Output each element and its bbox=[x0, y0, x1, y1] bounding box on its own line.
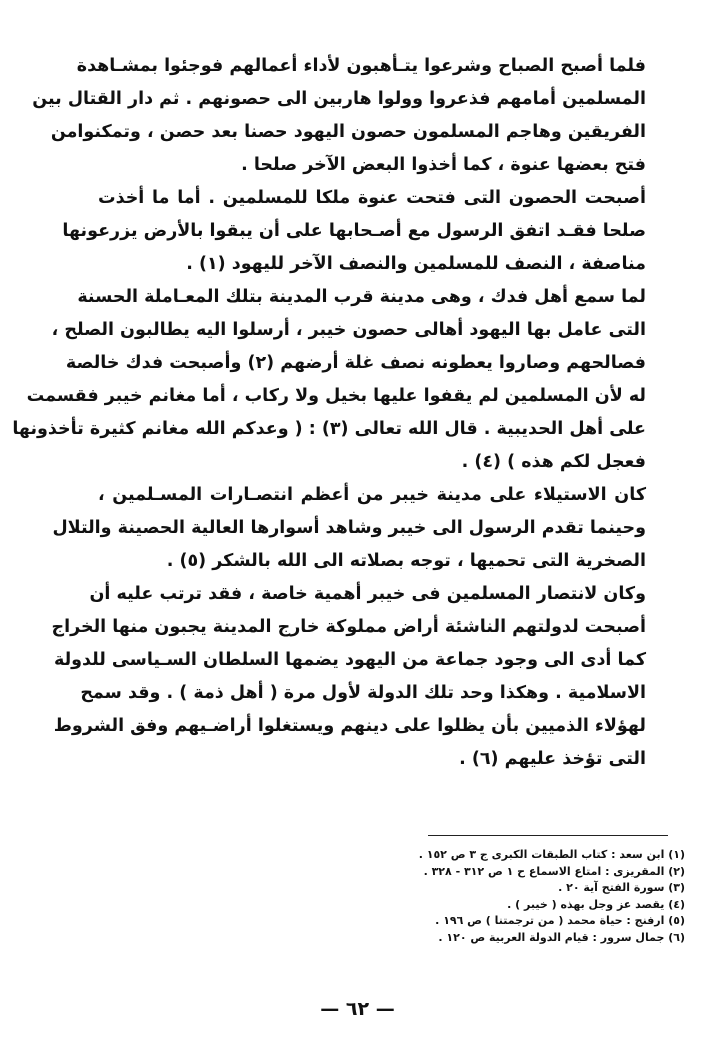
text-line: صلحا فقـد اتفق الرسول مع أصـحابها على أن يبقوا بالأرض يزرعونها bbox=[62, 221, 646, 241]
page-number: — ٦٢ — bbox=[320, 998, 395, 1020]
text-line: أصبحت الحصون التى فتحت عنوة ملكا للمسلمين . أما ما أخذت bbox=[98, 188, 646, 208]
text-line: أصبحت لدولتهم الناشئة أراض مملوكة خارج المدينة يجبون منها الخراج bbox=[51, 617, 646, 637]
text-line: مناصفة ، النصف للمسلمين والنصف الآخر لليهود (١) . bbox=[186, 254, 646, 274]
footnote: (٦) جمال سرور : قيام الدولة العربية ص ١٢٠ . bbox=[438, 930, 685, 944]
text-line: الصخرية التى تحميها ، توجه بصلاته الى الله بالشكر (٥) . bbox=[166, 551, 646, 571]
paragraph bbox=[62, 182, 646, 281]
text-line: لما سمع أهل فدك ، وهى مدينة قرب المدينة بتلك المعـاملة الحسنة bbox=[77, 287, 646, 307]
text-line: له لأن المسلمين لم يقفوا عليها بخيل ولا ركاب ، أما مغانم خيبر فقسمت bbox=[26, 386, 646, 406]
paragraph bbox=[32, 50, 646, 182]
footnote: (٥) ارفنج : حياة محمد ( من ترجمتنا ) ص ١٩٦ . bbox=[435, 914, 685, 928]
footnote: (٢) المقريزى : امتاع الاسماع ح ١ ص ٣١٢ - ٣٢٨ . bbox=[423, 864, 685, 878]
text-line: على أهل الحديبية . قال الله تعالى (٣) : ( وعدكم الله مغانم كثيرة تأخذونها bbox=[12, 419, 646, 439]
text-line: فتح بعضها عنوة ، كما أخذوا البعض الآخر صلحا . bbox=[241, 155, 646, 175]
footnote-separator bbox=[428, 835, 668, 836]
footnote: (٣) سورة الفتح آية ٢٠ . bbox=[558, 881, 685, 895]
paragraph bbox=[52, 479, 646, 578]
text-line: وكان لانتصار المسلمين فى خيبر أهمية خاصة ، فقد ترتب عليه أن bbox=[89, 584, 646, 604]
text-line: الفريقين وهاجم المسلمون حصون اليهود حصنا بعد حصن ، وتمكنوامن bbox=[50, 122, 646, 142]
paragraph bbox=[12, 281, 646, 479]
footnote: (٤) يقصد عز وجل بهذه ( خيبر ) . bbox=[507, 897, 685, 911]
text-line: لهؤلاء الذميين بأن يظلوا على دينهم ويستغلوا أراضـيهم وفق الشروط bbox=[53, 716, 646, 736]
text-line: التى تؤخذ عليهم (٦) . bbox=[459, 749, 646, 769]
text-line: وحينما تقدم الرسول الى خيبر وشاهد أسوارها العالية الحصينة والتلال bbox=[52, 518, 646, 538]
text-line: الاسلامية . وهكذا وحد تلك الدولة لأول مرة ( أهل ذمة ) . وقد سمح bbox=[80, 683, 646, 703]
text-line: كان الاستيلاء على مدينة خيبر من أعظم انتصـارات المسـلمين ، bbox=[98, 485, 646, 505]
text-line: فصالحهم وصاروا يعطونه نصف غلة أرضهم (٢) وأصبحت فدك خالصة bbox=[65, 353, 646, 373]
text-line: فعجل لكم هذه ) (٤) . bbox=[461, 452, 646, 472]
text-line: فلما أصبح الصباح وشرعوا يتـأهبون لأداء أعمالهم فوجئوا بمشـاهدة bbox=[76, 56, 646, 76]
paragraph bbox=[51, 578, 646, 776]
footnote: (١) ابن سعد : كتاب الطبقات الكبرى ج ٣ ص ١٥٢ . bbox=[418, 848, 685, 861]
body-text bbox=[12, 50, 646, 776]
footnotes bbox=[265, 847, 685, 947]
text-line: كما أدى الى وجود جماعة من اليهود يضمها السلطان السـياسى للدولة bbox=[53, 650, 646, 670]
text-line: التى عامل بها اليهود أهالى حصون خيبر ، أرسلوا اليه يطالبون الصلح ، bbox=[51, 320, 646, 340]
text-line: المسلمين أمامهم فذعروا وولوا هاربين الى حصونهم . ثم دار القتال بين bbox=[32, 89, 646, 109]
